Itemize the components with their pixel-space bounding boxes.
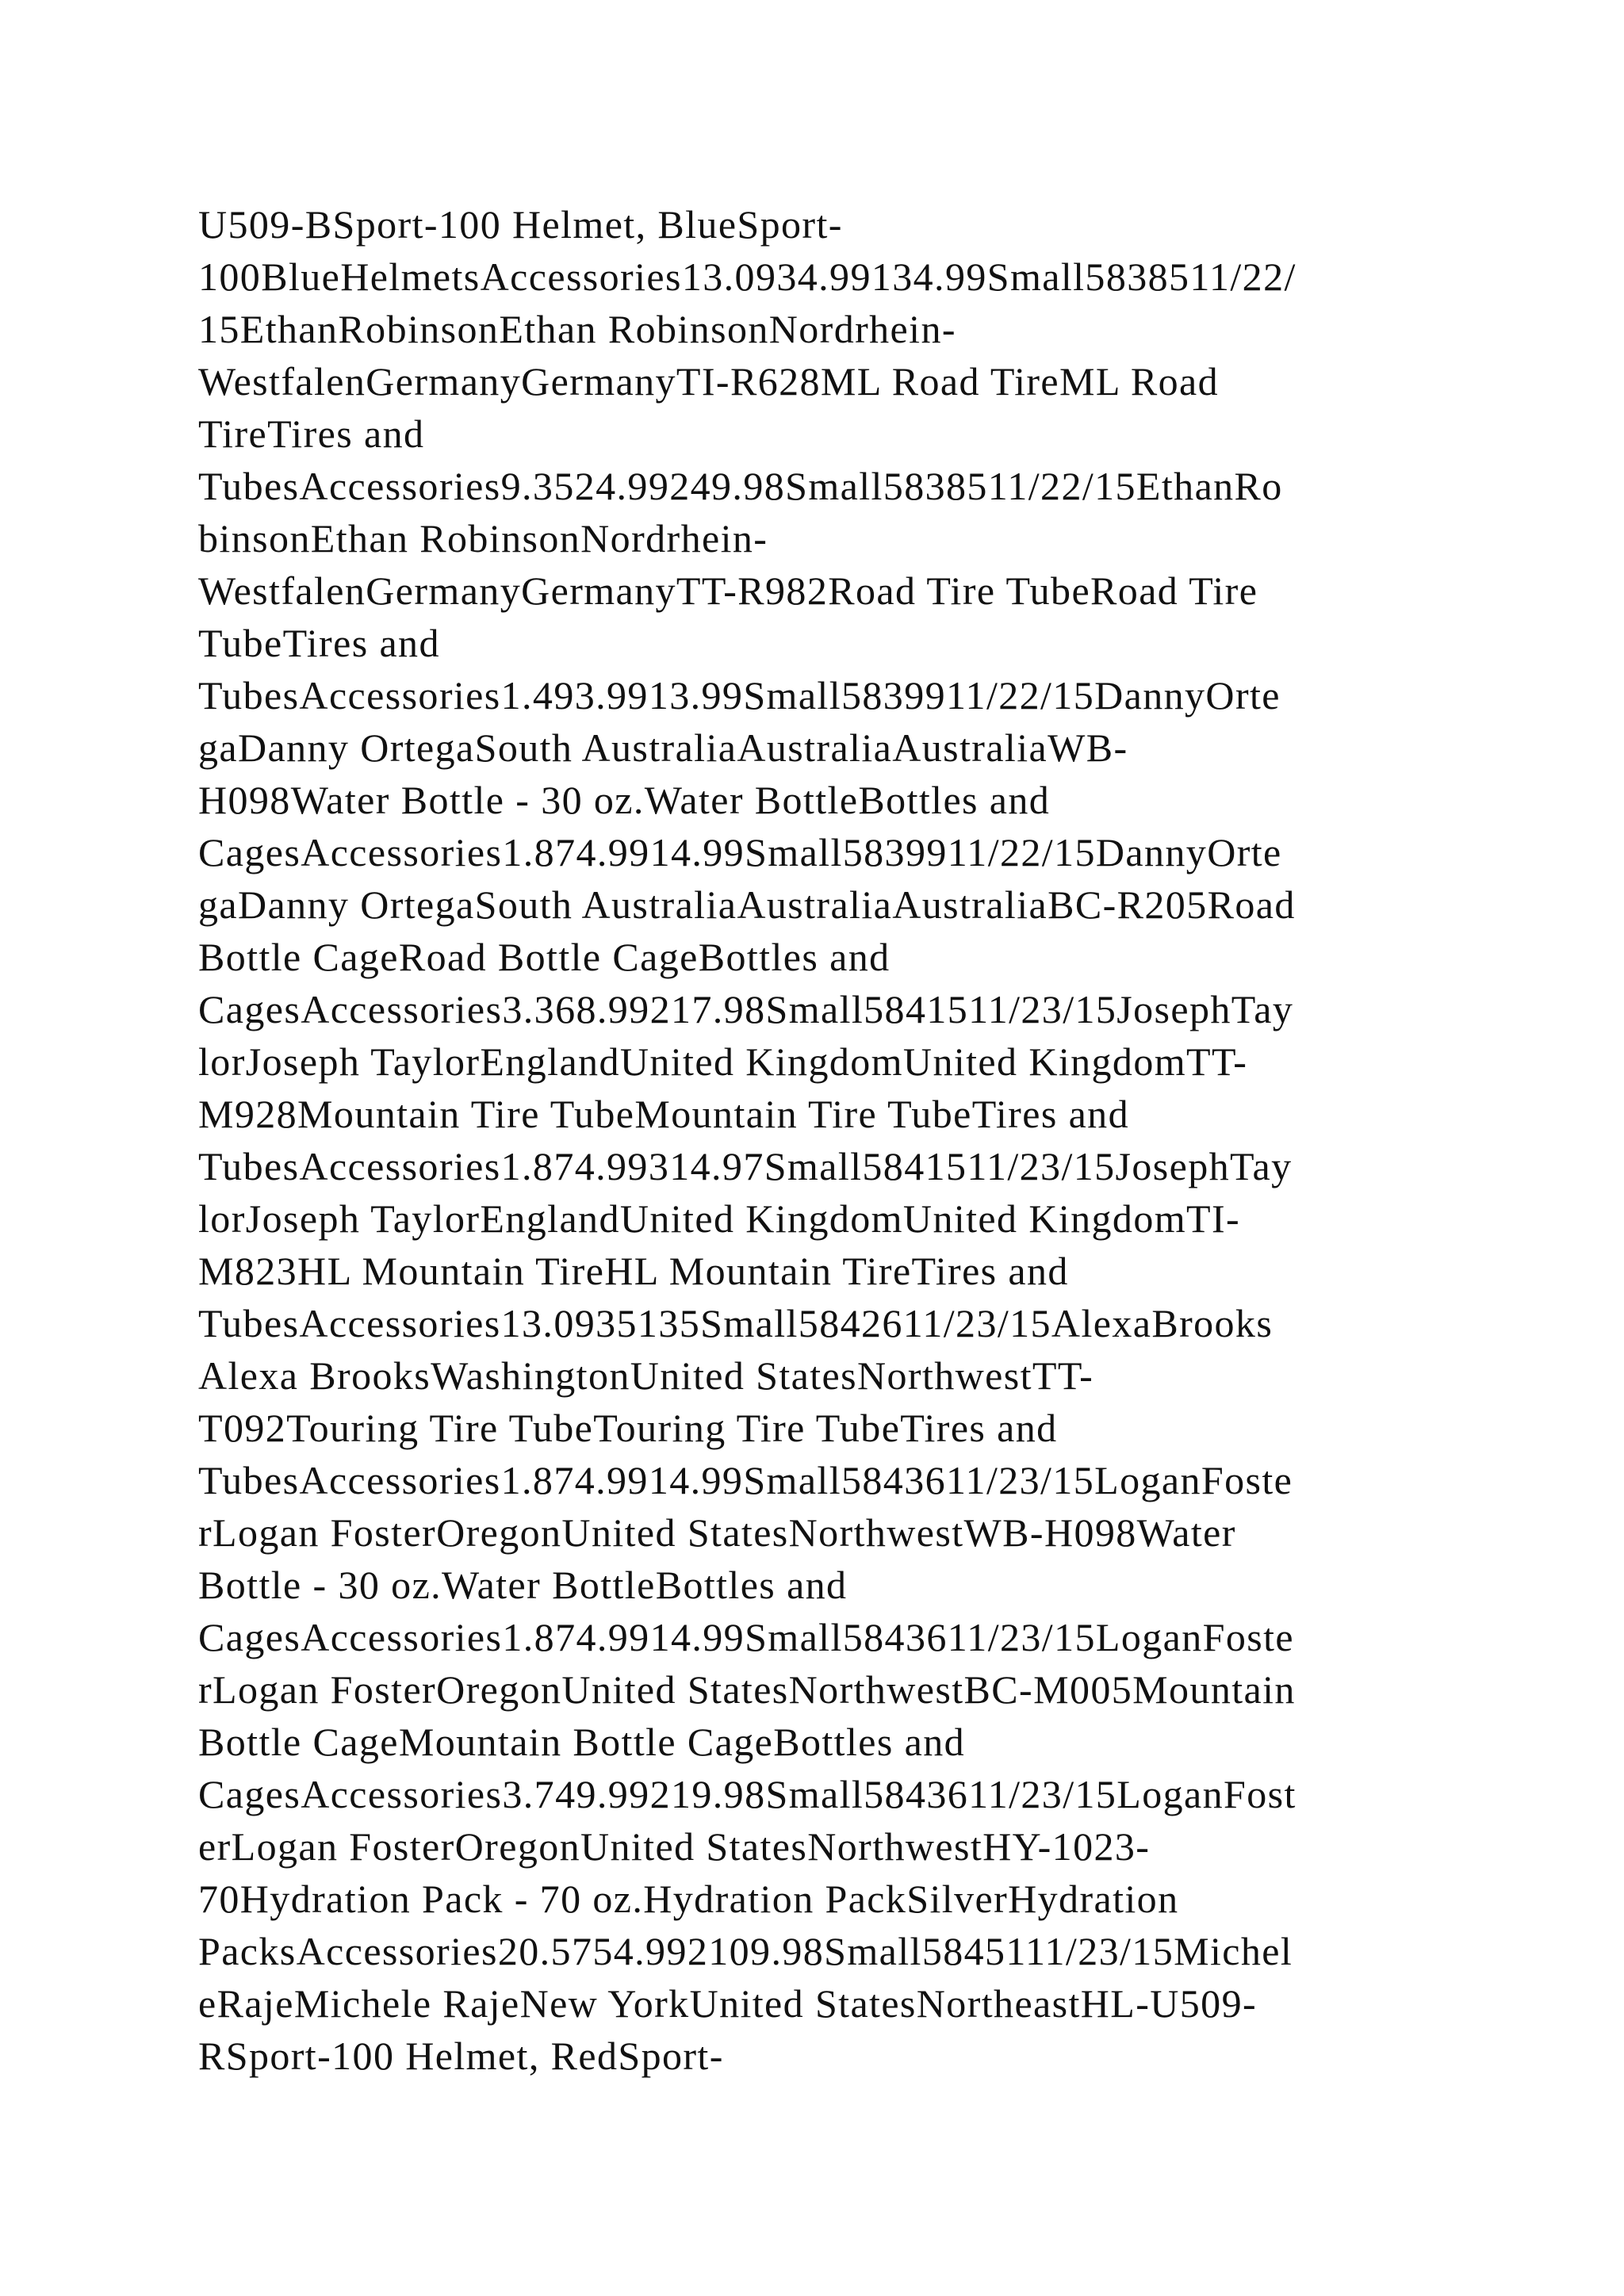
text-line: erLogan FosterOregonUnited StatesNorthwestHY-1023- — [198, 1824, 1151, 1869]
text-line: Bottle CageRoad Bottle CageBottles and — [198, 935, 891, 979]
text-line: lorJoseph TaylorEnglandUnited KingdomUnited KingdomTI- — [198, 1196, 1241, 1241]
text-line: Alexa BrooksWashingtonUnited StatesNorthwestTT- — [198, 1353, 1094, 1398]
document-text-block — [198, 198, 1435, 2082]
text-line: eRajeMichele RajeNew YorkUnited StatesNortheastHL-U509- — [198, 1981, 1258, 2026]
text-line: TubesAccessories13.0935135Small5842611/23/15AlexaBrooks — [198, 1301, 1274, 1345]
text-line: CagesAccessories1.874.9914.99Small5843611/23/15LoganFoste — [198, 1615, 1294, 1659]
text-line: TubesAccessories1.493.9913.99Small5839911/22/15DannyOrte — [198, 673, 1281, 718]
text-line: H098Water Bottle - 30 oz.Water BottleBottles and — [198, 778, 1051, 822]
text-line: WestfalenGermanyGermanyTI-R628ML Road TireML Road — [198, 359, 1220, 404]
text-line: Bottle - 30 oz.Water BottleBottles and — [198, 1563, 848, 1607]
text-line: CagesAccessories3.749.99219.98Small5843611/23/15LoganFost — [198, 1772, 1297, 1816]
text-line: M823HL Mountain TireHL Mountain TireTires and — [198, 1249, 1069, 1293]
text-line: binsonEthan RobinsonNordrhein- — [198, 516, 768, 561]
text-line: RSport-100 Helmet, RedSport- — [198, 2034, 724, 2078]
text-line: rLogan FosterOregonUnited StatesNorthwestBC-M005Mountain — [198, 1667, 1296, 1712]
text-line: 15EthanRobinsonEthan RobinsonNordrhein- — [198, 307, 956, 351]
text-line: TubeTires and — [198, 621, 440, 665]
text-line: WestfalenGermanyGermanyTT-R982Road Tire TubeRoad Tire — [198, 568, 1258, 613]
text-line: 100BlueHelmetsAccessories13.0934.99134.99Small5838511/22/ — [198, 254, 1297, 299]
text-line: Bottle CageMountain Bottle CageBottles and — [198, 1720, 966, 1764]
text-line: gaDanny OrtegaSouth AustraliaAustraliaAustraliaBC-R205Road — [198, 882, 1296, 927]
text-line: gaDanny OrtegaSouth AustraliaAustraliaAustraliaWB- — [198, 725, 1128, 770]
text-line: 70Hydration Pack - 70 oz.Hydration PackSilverHydration — [198, 1877, 1179, 1921]
text-line: TireTires and — [198, 411, 425, 456]
text-line: CagesAccessories1.874.9914.99Small5839911/22/15DannyOrte — [198, 830, 1282, 874]
text-line: T092Touring Tire TubeTouring Tire TubeTires and — [198, 1406, 1058, 1450]
text-line: PacksAccessories20.5754.992109.98Small5845111/23/15Michel — [198, 1929, 1293, 1973]
text-line: M928Mountain Tire TubeMountain Tire TubeTires and — [198, 1092, 1129, 1136]
text-line: TubesAccessories1.874.99314.97Small5841511/23/15JosephTay — [198, 1144, 1293, 1188]
text-line: rLogan FosterOregonUnited StatesNorthwestWB-H098Water — [198, 1510, 1236, 1555]
text-line: lorJoseph TaylorEnglandUnited KingdomUnited KingdomTT- — [198, 1039, 1248, 1084]
text-line: TubesAccessories1.874.9914.99Small5843611/23/15LoganFoste — [198, 1458, 1293, 1502]
text-line: CagesAccessories3.368.99217.98Small5841511/23/15JosephTay — [198, 987, 1294, 1031]
text-line: U509-BSport-100 Helmet, BlueSport- — [198, 202, 843, 247]
text-line: TubesAccessories9.3524.99249.98Small5838511/22/15EthanRo — [198, 464, 1283, 508]
